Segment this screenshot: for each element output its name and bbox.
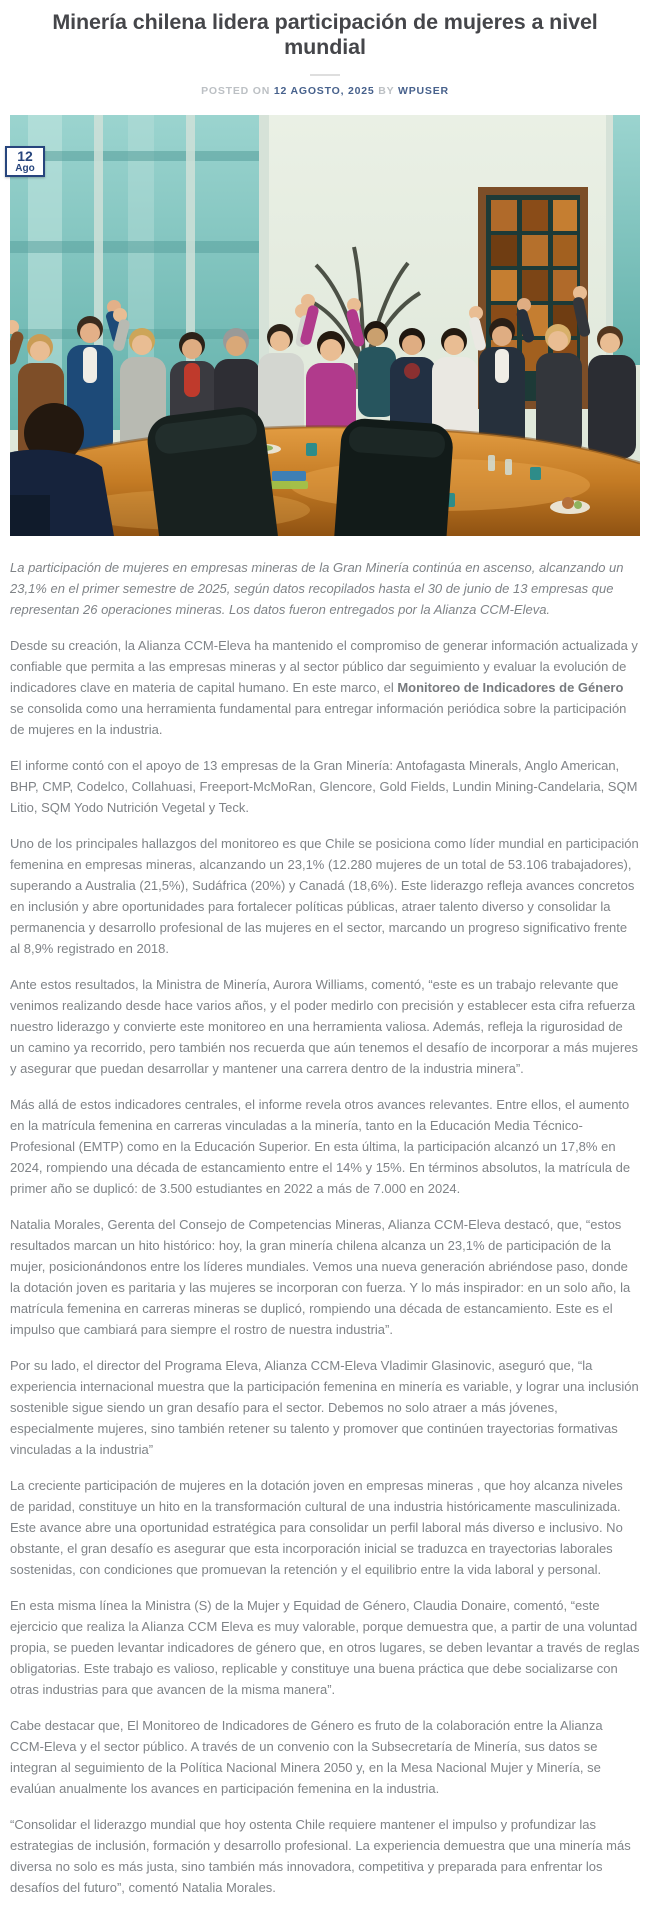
paragraph: Cabe destacar que, El Monitoreo de Indicadores de Género es fruto de la colaboración entre la Alianza CCM-Eleva y el sector público. A través de un convenio con la Subsecretaría de Minería, sus datos se integran al seguimiento de la Política Nacional Minera 2050 y, en la Mesa Nacional Mujer y Minería, se evalúan anualmente los avances en participación femenina en la industria. bbox=[10, 1718, 603, 1796]
article-body bbox=[10, 557, 640, 1898]
date-badge bbox=[5, 146, 45, 177]
paragraph-text: Desde su creación, la Alianza CCM-Eleva ha mantenido el compromiso de generar información actualizada y confiable que permita a las empresas mineras y al sector público dar seguimiento y evaluar la evolución de indicadores clave en materia de capital humano. En este marco, el bbox=[10, 638, 638, 695]
date-badge-day: 12 bbox=[17, 147, 33, 164]
paragraph: Natalia Morales, Gerenta del Consejo de Competencias Mineras, Alianza CCM-Eleva destacó, que, “estos resultados marcan un hito histórico: hoy, la gran minería chilena alcanza un 23,1% de participación de la mujer, posicionándonos entre los líderes mundiales. Vemos una nueva generación abriéndose paso, donde la dotación joven es paritaria y las mujeres se incorporan con fuerza. Y lo más inspirador: en un solo año, la matrícula femenina en carreras mineras se duplicó, rompiendo una década de estancamiento. Este es el impulso que cambiará para siempre el rostro de nuestra industria”. bbox=[10, 1217, 631, 1337]
paragraph bbox=[10, 635, 640, 740]
author-link[interactable]: WPUSER bbox=[398, 85, 449, 97]
paragraph: En esta misma línea la Ministra (S) de la Mujer y Equidad de Género, Claudia Donaire, comentó, “este ejercicio que realiza la Alianza CCM Eleva es muy valorable, porque demuestra que, a partir de una voluntad propia, se pueden levantar indicadores de género que, en otros lugares, se deben levantar a través de reglas obligatorias. Este trabajo es valioso, replicable y constituye una buena práctica que debe socializarse con otras industrias para que avancen de la misma manera”. bbox=[10, 1598, 640, 1697]
paragraph: Uno de los principales hallazgos del monitoreo es que Chile se posiciona como líder mundial en participación femenina en empresas mineras, alcanzando un 23,1% (12.280 mujeres de un total de 53.106 trabajadores), superando a Australia (21,5%), Sudáfrica (20%) y Canadá (18,6%). Este liderazgo refleja avances concretos en inclusión y abre oportunidades para fortalecer políticas públicas, atraer talento diverso y consolidar la permanencia y desarrollo profesional de las mujeres en el sector, marcando un progreso significativo frente al 8,9% registrado en 2018. bbox=[10, 836, 639, 956]
paragraph: Más allá de estos indicadores centrales, el informe revela otros avances relevantes. Entre ellos, el aumento en la matrícula femenina en carreras vinculadas a la minería, tanto en la Educación Media Técnico-Profesional (EMTP) como en la Educación Superior. En esta última, la participación alcanzó un 17,8% en 2024, rompiendo una década de estancamiento entre el 14% y 15%. En términos absolutos, la matrícula de primer año se duplicó: de 3.500 estudiantes en 2022 a más de 7.000 en 2024. bbox=[10, 1097, 631, 1196]
lead-paragraph: La participación de mujeres en empresas mineras de la Gran Minería continúa en ascenso, alcanzando un 23,1% en el primer semestre de 2025, según datos recopilados hasta el 30 de junio de 13 empresas que representan 26 operaciones mineras. Los datos fueron entregados por la Alianza CCM-Eleva. bbox=[10, 560, 624, 617]
featured-image bbox=[10, 115, 640, 536]
posted-on-label: POSTED ON bbox=[201, 85, 271, 97]
featured-photo-illustration bbox=[10, 115, 640, 536]
article-page bbox=[0, 10, 650, 1929]
by-label: BY bbox=[378, 85, 395, 97]
page-title: Minería chilena lidera participación de mujeres a nivel mundial bbox=[52, 10, 598, 59]
post-date-link[interactable]: 12 AGOSTO, 2025 bbox=[273, 85, 375, 97]
post-meta bbox=[0, 85, 650, 97]
paragraph-text: se consolida como una herramienta fundamental para entregar información periódica sobre la participación de mujeres en la industria. bbox=[10, 701, 627, 737]
paragraph: “Consolidar el liderazgo mundial que hoy ostenta Chile requiere mantener el impulso y profundizar las estrategias de inclusión, formación y desarrollo profesional. La experiencia demuestra que una minería más diversa no solo es más justa, sino también más innovadora, competitiva y preparada para enfrentar los desafíos del futuro”, comentó Natalia Morales. bbox=[10, 1817, 631, 1895]
paragraph: Ante estos resultados, la Ministra de Minería, Aurora Williams, comentó, “este es un trabajo relevante que venimos realizando desde hace varios años, y el poder medirlo con precisión y establecer esta cifra refuerza nuestro liderazgo y convierte este monitoreo en una herramienta valiosa. Además, refleja la rigurosidad de un camino ya recorrido, pero también nos recuerda que aún tenemos el desafío de incorporar a más mujeres y asegurar que puedan desarrollar y mantener una carrera dentro de la industria minera”. bbox=[10, 977, 638, 1076]
date-badge-month: Ago bbox=[15, 162, 35, 174]
paragraph: El informe contó con el apoyo de 13 empresas de la Gran Minería: Antofagasta Minerals, Anglo American, BHP, CMP, Codelco, Collahuasi, Freeport-McMoRan, Glencore, Gold Fields, Lundin Mining-Candelaria, SQM Litio, SQM Yodo Nutrición Vegetal y Teck. bbox=[10, 758, 638, 815]
paragraph: Por su lado, el director del Programa Eleva, Alianza CCM-Eleva Vladimir Glasinovic, aseguró que, “la experiencia internacional muestra que la participación femenina en minería es variable, y lograr una inclusión sostenible sigue siendo un gran desafío para el sector. Debemos no solo atraer a más jóvenes, especialmente mujeres, sino también retener su talento y promover que continúen trayectorias formativas vinculadas a la industria” bbox=[10, 1358, 639, 1457]
title-divider bbox=[310, 74, 340, 76]
paragraph: La creciente participación de mujeres en la dotación joven en empresas mineras , que hoy alcanza niveles de paridad, constituye un hito en la transformación cultural de una industria históricamente masculinizada. Este avance abre una oportunidad estratégica para consolidar un perfil laboral más diverso e inclusivo. No obstante, el gran desafío es asegurar que esta incorporación inicial se traduzca en trayectorias laborales sostenidas, con condiciones que promuevan la retención y el equilibrio entre la vida laboral y personal. bbox=[10, 1478, 623, 1577]
paragraph-bold-text: Monitoreo de Indicadores de Género bbox=[397, 680, 624, 695]
